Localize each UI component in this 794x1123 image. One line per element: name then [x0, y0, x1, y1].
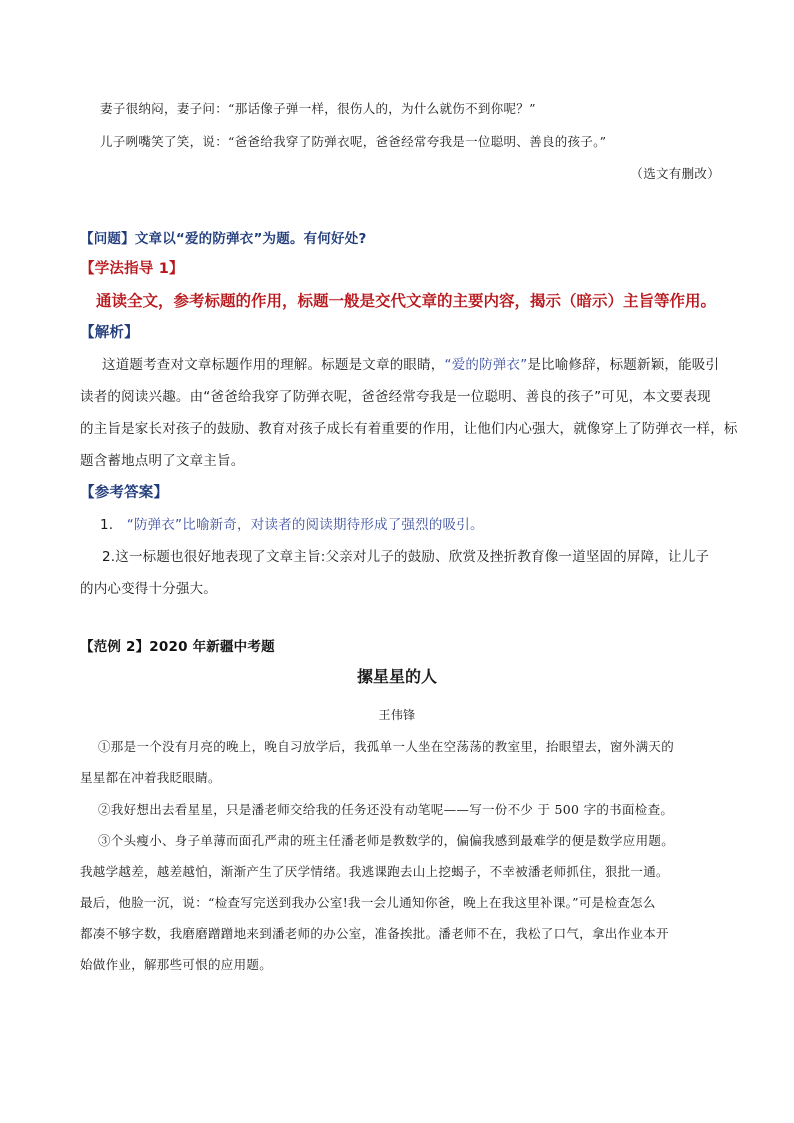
story-line-2: 儿子咧嘴笑了笑，说：“爸爸给我穿了防弹衣呢，爸爸经常夸我是一位聪明、善良的孩子。” — [100, 134, 607, 149]
question-line — [80, 228, 720, 250]
guide-text: 通读全文，参考标题的作用，标题一般是交代文章的主要内容，揭示（暗示）主旨等作用。 — [96, 292, 717, 310]
paragraph-1-line-1: ①那是一个没有月亮的晚上，晚自习放学后，我孤单一人坐在空荡荡的教室里，抬眼望去，窗外满天的 — [98, 739, 675, 754]
answer-item-1-number: 1. — [100, 517, 114, 533]
paragraph-3-line-4: 都凑不够字数，我磨磨蹭蹭地来到潘老师的办公室，准备挨批。潘老师不在，我松了口气，拿出作业本开 — [80, 926, 669, 941]
answer-item-1-text: “防弹衣”比喻新奇，对读者的阅读期待形成了强烈的吸引。 — [126, 517, 484, 533]
question-label: 【问题】 — [80, 231, 135, 247]
paragraph-2: ②我好想出去看星星，只是潘老师交给我的任务还没有动笔呢——写一份不少 于 500 字的书面检查。 — [98, 802, 674, 817]
article-title: 摞星星的人 — [356, 667, 437, 686]
analysis-line-1: 这道题考查对文章标题作用的理解。标题是文章的眼睛，“爱的防弹衣”是比喻修辞，标题新颖，能吸引 — [102, 357, 720, 373]
paragraph-1-line-2: 星星都在冲着我眨眼睛。 — [80, 770, 221, 785]
question-text: 文章以“爱的防弹衣”为题。有何好处? — [134, 231, 367, 247]
paragraph-3-line-5: 始做作业，解那些可恨的应用题。 — [80, 957, 273, 972]
analysis-line-4: 题含蓄地点明了文章主旨。 — [80, 453, 245, 469]
paragraph-3-line-3: 最后，他脸一沉，说：“检查写完送到我办公室!我一会儿通知你爸，晚上在我这里补课。”可是检查怎么 — [80, 895, 656, 910]
analysis-label: 【解析】 — [80, 325, 139, 341]
excerpt-note: （选文有删改） — [630, 166, 720, 181]
story-line-1: 妻子很纳闷，妻子问：“那话像子弹一样，很伤人的，为什么就伤不到你呢？” — [100, 101, 536, 116]
answer-item-2-line-1: 2.这一标题也很好地表现了文章主旨:父亲对儿子的鼓励、欣赏及挫折教育像一道坚固的屏障，让儿子 — [102, 549, 710, 565]
answer-item-2-line-2: 的内心变得十分强大。 — [80, 581, 217, 597]
paragraph-3-line-1: ③个头瘦小、身子单薄而面孔严肃的班主任潘老师是教数学的，偏偏我感到最难学的便是数学应用题。 — [98, 833, 675, 848]
paragraph-3-line-2: 我越学越差，越差越怕，渐渐产生了厌学情绪。我逃课跑去山上挖蝎子，不幸被潘老师抓住，狠批一通。 — [80, 864, 669, 879]
example2-source: 2020 年新疆中考题 — [149, 639, 275, 655]
answer-item-1 — [100, 514, 740, 536]
example2-heading — [80, 636, 720, 658]
example2-label: 【范例 2】 — [80, 639, 150, 655]
article-author: 王伟锋 — [378, 708, 416, 722]
analysis-quoted-title: “爱的防弹衣” — [444, 357, 528, 373]
analysis-line-3: 的主旨是家长对孩子的鼓励、教育对孩子成长有着重要的作用，让他们内心强大，就像穿上了防弹衣一样，标 — [80, 421, 738, 437]
answer-label: 【参考答案】 — [80, 485, 169, 501]
analysis-line-2: 读者的阅读兴趣。由“爸爸给我穿了防弹衣呢，爸爸经常夸我是一位聪明、善良的孩子”可见，本文要表现 — [80, 389, 711, 405]
guide-label: 【学法指导 1】 — [80, 261, 184, 277]
